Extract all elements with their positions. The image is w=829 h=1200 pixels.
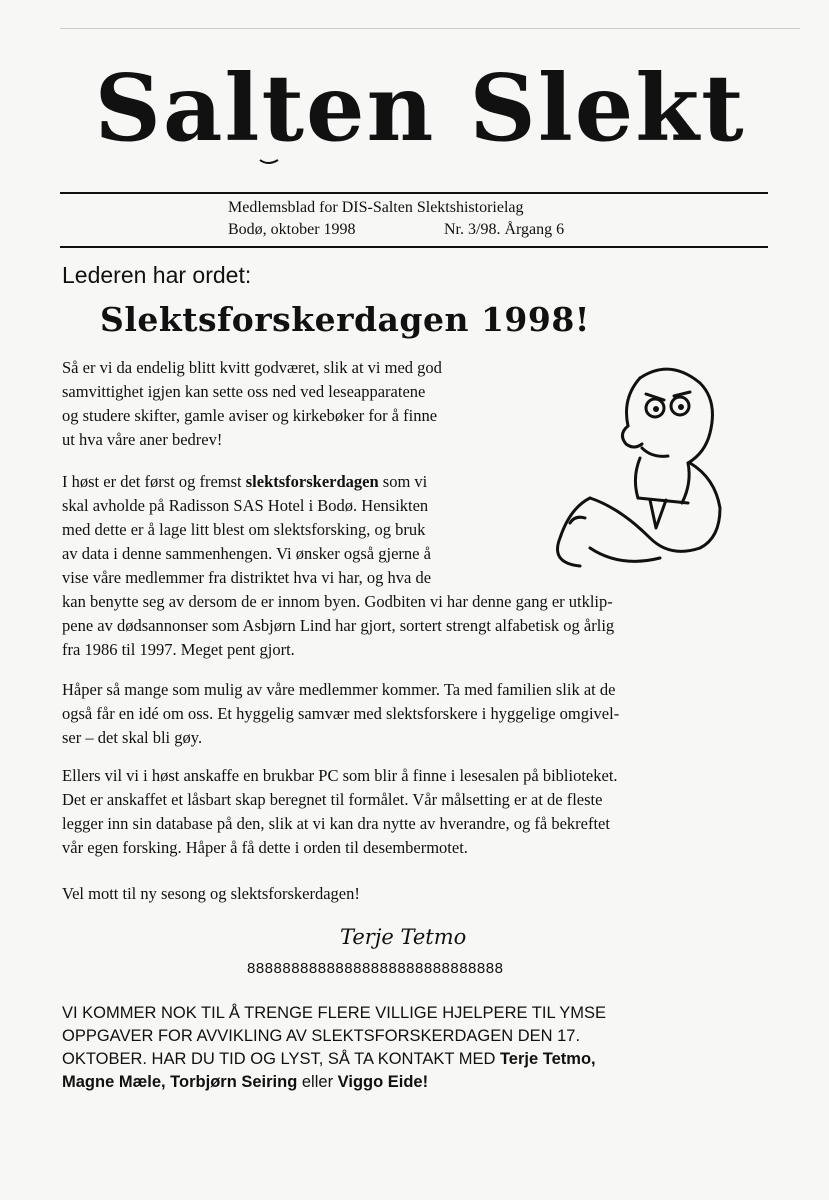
paragraph-3: Håper så mange som mulig av våre medlemmer kommer. Ta med familien slik at de også får en idé om oss. Et hyggelig samvær med slektsforskere i hyggelige omgivel- ser – det skal bli gøy. [62,680,620,747]
paragraph-5: Vel mott til ny sesong og slektsforskerdagen! [62,884,360,903]
contact-terje-tetmo: Terje Tetmo, [499,1050,596,1068]
paragraph-1: Så er vi da endelig blitt kvitt godværet, slik at vi med god samvittighet igjen kan sette oss ned ved leseapparatene og studere skifter, gamle aviser og kirkebøker for å finne ut hva våre aner bedrev! [62,358,442,449]
separator-line: 88888888888888888888888888888 [247,960,504,977]
masthead-title: Salten Slekt [94,54,746,162]
article-lede: Lederen har ordet: [62,262,252,288]
article-headline: Slektsforskerdagen 1998! [100,300,590,339]
paragraph-4: Ellers vil vi i høst anskaffe en brukbar PC som blir å finne i lesesalen på biblioteket. Det er anskaffet et låsbart skap beregnet til formålet. Vår målsetting er at de fleste legger inn sin database på den, slik at vi kan dra nytte av hverandre, og få bekreftet vår egen forsking. Håper å få dette i orden til desembermotet. [62,766,618,857]
contact-viggo-eide: Viggo Eide! [337,1073,429,1091]
paragraph-2: I høst er det først og fremst slektsforskerdagen som vi skal avholde på Radisson SAS Hotel i Bodø. Hensikten med dette er å lage litt blest om slektsforsking, og bruk av data i denne sammenhengen. Vi ønsker også gjerne å vise våre medlemmer fra distriktet hva vi har, og hva de kan benytte seg av dersom de er innom byen. Godbiten vi har denne gang er utklip- pene av dødsannonser som Asbjørn Lind har gjort, sortert strengt alfabetisk og årlig fra 1986 til 1997. Meget pent gjort. [62,472,615,659]
masthead-place-date: Bodø, oktober 1998 [228,221,356,238]
masthead-logo [94,48,746,168]
contact-magne-torbjorn: Magne Mæle, Torbjørn Seiring [62,1073,298,1091]
volunteer-notice: VI KOMMER NOK TIL Å TRENGE FLERE VILLIGE HJELPERE TIL YMSE OPPGAVER FOR AVVIKLING AV SLEKTSFORSKERDAGEN DEN 17. OKTOBER. HAR DU TID OG LYST, SÅ TA KONTAKT MED Terje Tetmo, Magne Mæle, Torbjørn Seiring eller Viggo Eide! [62,1004,607,1091]
highlight-slektsforskerdagen: slektsforskerdagen [245,472,379,491]
masthead-bottom-rule [60,246,768,248]
masthead-top-rule [60,192,768,194]
signature: Terje Tetmo [340,925,467,949]
masthead-subtitle: Medlemsblad for DIS-Salten Slektshistorielag [228,199,524,216]
thinking-man-cartoon-icon [530,348,740,578]
masthead-issue: Nr. 3/98. Årgang 6 [444,221,565,238]
